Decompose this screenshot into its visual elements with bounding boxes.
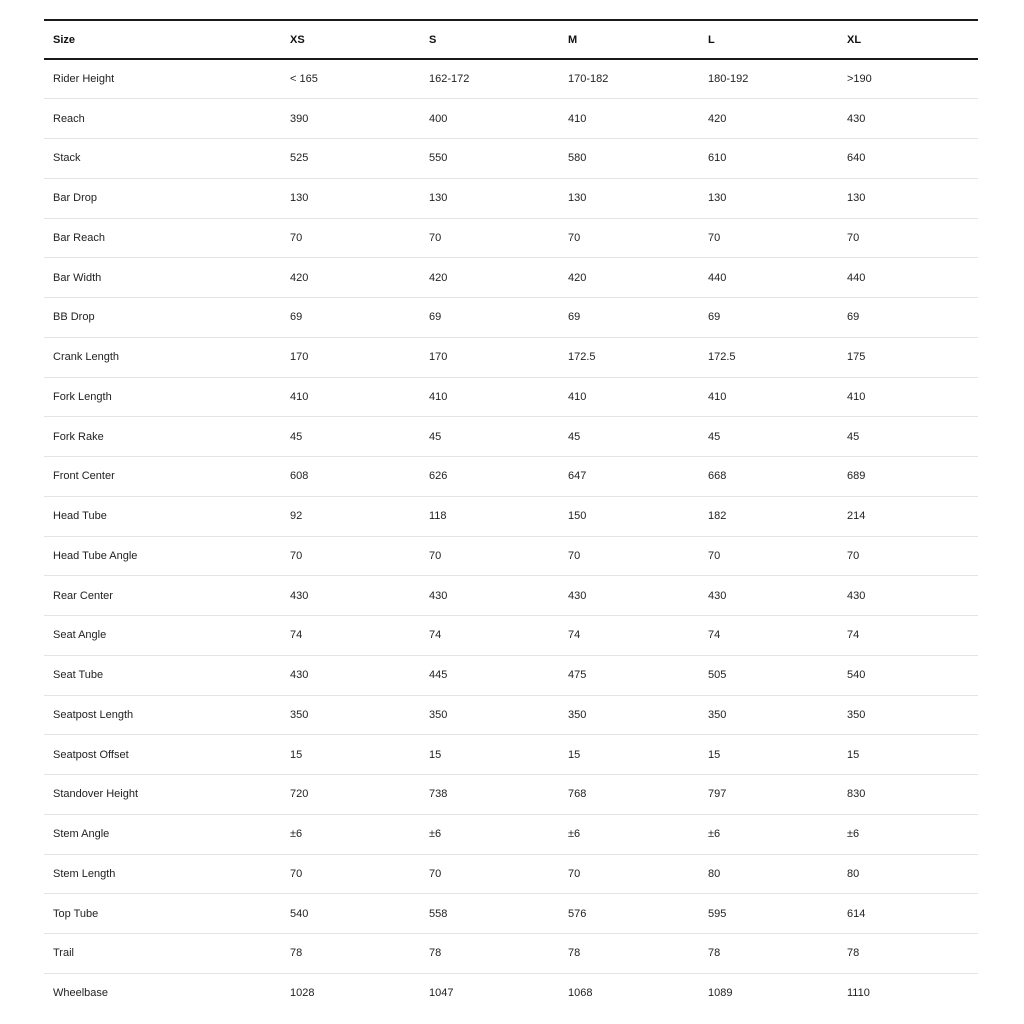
table-row [44,417,978,457]
cell-s: 445 [429,669,448,682]
cell-m: 647 [568,470,587,483]
cell-xs: 70 [290,867,303,880]
table-row [44,178,978,218]
cell-m: 70 [568,549,581,562]
cell-s: 170 [429,351,448,364]
cell-xs: 130 [290,192,309,205]
cell-l: 668 [708,470,727,483]
cell-xs: 1028 [290,987,315,1000]
cell-xl: >190 [847,73,872,86]
cell-l: 505 [708,669,727,682]
cell-l: 595 [708,907,727,920]
cell-xl: 70 [847,231,860,244]
table-row [44,457,978,497]
cell-s: 410 [429,390,448,403]
cell-l: 172.5 [708,351,736,364]
cell-m: 70 [568,867,581,880]
row-label: Stem Length [53,867,116,880]
table-row [44,377,978,417]
cell-xs: 540 [290,907,309,920]
row-label: Stack [53,152,81,165]
cell-xl: 689 [847,470,866,483]
table-row [44,298,978,338]
row-label: Seatpost Offset [53,748,129,761]
row-label: Bar Reach [53,231,105,244]
cell-s: 74 [429,629,442,642]
row-label: Top Tube [53,907,99,920]
header-row [44,20,978,59]
cell-xl: 614 [847,907,866,920]
cell-xl: 175 [847,351,866,364]
cell-xs: 420 [290,271,309,284]
cell-xs: 170 [290,351,309,364]
row-label: Seatpost Length [53,708,134,721]
cell-l: 1089 [708,987,733,1000]
table-body [44,59,978,1013]
cell-m: 150 [568,510,587,523]
table-row [44,139,978,179]
cell-xs: 390 [290,112,309,125]
table-row [44,218,978,258]
cell-l: 69 [708,311,721,324]
cell-m: 69 [568,311,581,324]
cell-s: 78 [429,947,442,960]
row-label: Wheelbase [53,987,109,1000]
cell-s: 400 [429,112,448,125]
cell-xs: 45 [290,430,303,443]
row-label: Rear Center [53,589,113,602]
cell-l: 430 [708,589,727,602]
header-m: M [568,33,578,46]
row-label: Trail [53,947,74,960]
cell-xl: 80 [847,867,860,880]
cell-m: 350 [568,708,587,721]
cell-s: 738 [429,788,448,801]
cell-xl: 430 [847,112,866,125]
cell-xl: 1110 [847,987,870,1000]
cell-xl: 830 [847,788,866,801]
cell-m: 410 [568,390,587,403]
cell-l: 797 [708,788,727,801]
row-label: Head Tube Angle [53,549,138,562]
cell-xs: 525 [290,152,309,165]
cell-xs: 70 [290,231,303,244]
header-xs: XS [290,33,305,46]
cell-xl: 430 [847,589,866,602]
row-label: Head Tube [53,510,107,523]
table-row [44,934,978,974]
row-label: Fork Rake [53,430,104,443]
cell-l: 74 [708,629,721,642]
geometry-table [44,19,978,1013]
cell-l: 180-192 [708,73,749,86]
row-label: Rider Height [53,73,115,86]
table-row [44,735,978,775]
cell-l: 70 [708,231,721,244]
header-s: S [429,33,437,46]
row-label: Crank Length [53,351,120,364]
cell-l: 410 [708,390,727,403]
row-label: Reach [53,112,85,125]
cell-m: 410 [568,112,587,125]
cell-l: 182 [708,510,727,523]
cell-xs: ±6 [290,828,303,841]
cell-xl: 410 [847,390,866,403]
row-label: Front Center [53,470,115,483]
table-row [44,576,978,616]
cell-l: 130 [708,192,727,205]
cell-xl: 214 [847,510,866,523]
cell-xs: < 165 [290,73,318,86]
cell-l: 15 [708,748,721,761]
cell-xs: 69 [290,311,303,324]
cell-xl: 74 [847,629,860,642]
cell-s: 118 [429,510,447,523]
cell-s: 130 [429,192,448,205]
cell-m: 475 [568,669,587,682]
cell-m: 45 [568,430,581,443]
cell-xl: 45 [847,430,860,443]
row-label: Fork Length [53,390,112,403]
cell-m: ±6 [568,828,581,841]
row-label: Stem Angle [53,828,110,841]
table-row [44,894,978,934]
cell-m: 430 [568,589,587,602]
cell-l: 80 [708,867,721,880]
cell-s: 162-172 [429,73,470,86]
cell-m: 576 [568,907,587,920]
cell-xs: 74 [290,629,303,642]
row-label: Bar Drop [53,192,98,205]
cell-xs: 92 [290,510,303,523]
table-header [44,20,978,59]
table-row [44,616,978,656]
cell-m: 78 [568,947,581,960]
row-label: BB Drop [53,311,95,324]
cell-xl: 540 [847,669,866,682]
table-row [44,814,978,854]
cell-xs: 720 [290,788,309,801]
cell-s: 430 [429,589,448,602]
cell-l: 45 [708,430,721,443]
table-row [44,655,978,695]
cell-m: 15 [568,748,581,761]
cell-xl: 15 [847,748,860,761]
table-row [44,496,978,536]
cell-l: 440 [708,271,727,284]
table-row [44,337,978,377]
cell-s: 1047 [429,987,454,1000]
header-size: Size [53,33,76,46]
cell-s: 69 [429,311,442,324]
cell-xl: 70 [847,549,860,562]
table-row [44,973,978,1013]
cell-xs: 78 [290,947,303,960]
cell-m: 172.5 [568,351,596,364]
cell-xs: 350 [290,708,309,721]
cell-m: 420 [568,271,587,284]
cell-xs: 410 [290,390,309,403]
cell-m: 70 [568,231,581,244]
header-xl: XL [847,33,862,46]
cell-l: 610 [708,152,727,165]
cell-s: 626 [429,470,448,483]
cell-xl: 78 [847,947,860,960]
cell-s: 70 [429,867,442,880]
cell-s: 350 [429,708,448,721]
cell-m: 1068 [568,987,593,1000]
cell-l: 70 [708,549,721,562]
cell-m: 580 [568,152,587,165]
cell-xl: ±6 [847,828,860,841]
cell-xl: 440 [847,271,866,284]
cell-s: 15 [429,748,442,761]
row-label: Seat Tube [53,669,104,682]
cell-m: 768 [568,788,587,801]
table-row [44,258,978,298]
table-row [44,59,978,99]
table-row [44,854,978,894]
cell-s: 550 [429,152,448,165]
cell-l: ±6 [708,828,721,841]
cell-s: 558 [429,907,448,920]
cell-xs: 430 [290,589,309,602]
cell-l: 78 [708,947,721,960]
row-label: Seat Angle [53,629,107,642]
cell-l: 350 [708,708,727,721]
cell-m: 170-182 [568,73,609,86]
table-row [44,695,978,735]
cell-xs: 430 [290,669,309,682]
row-label: Bar Width [53,271,102,284]
cell-xl: 69 [847,311,860,324]
cell-s: 70 [429,231,442,244]
cell-xl: 130 [847,192,866,205]
cell-s: 420 [429,271,448,284]
cell-xl: 640 [847,152,866,165]
cell-xs: 608 [290,470,309,483]
table-row [44,775,978,815]
cell-s: 45 [429,430,442,443]
cell-s: ±6 [429,828,442,841]
table-row [44,536,978,576]
row-label: Standover Height [53,788,138,801]
header-l: L [708,33,715,46]
cell-xl: 350 [847,708,866,721]
table-row [44,99,978,139]
cell-m: 74 [568,629,581,642]
cell-xs: 70 [290,549,303,562]
cell-m: 130 [568,192,587,205]
cell-l: 420 [708,112,727,125]
cell-s: 70 [429,549,442,562]
cell-xs: 15 [290,748,303,761]
